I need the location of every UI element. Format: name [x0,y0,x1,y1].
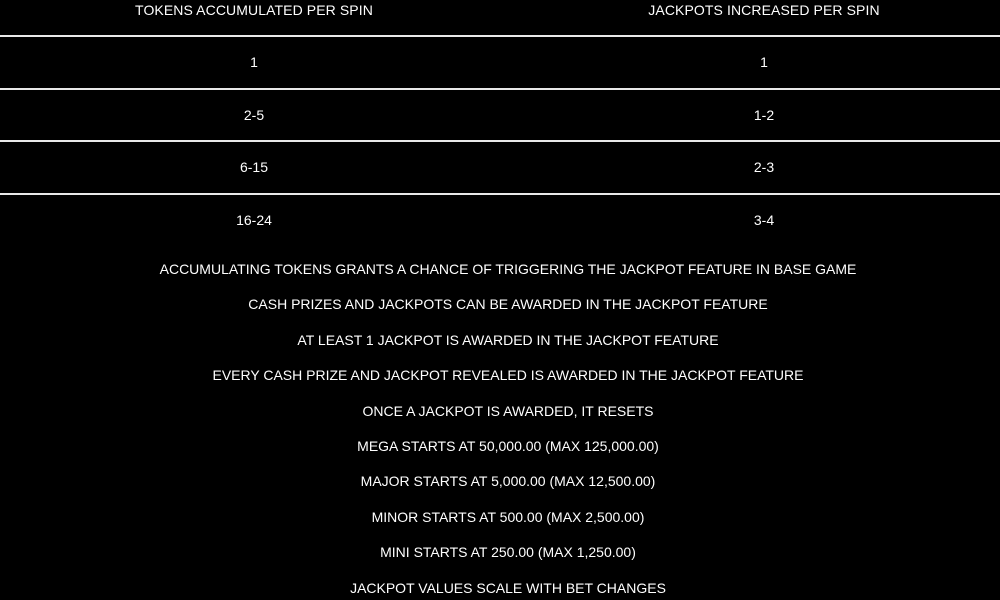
table-row [0,37,1000,87]
jackpots-cell: 1 [760,54,768,70]
rule-text: MINOR STARTS AT 500.00 (MAX 2,500.00) [371,508,645,525]
rule-text: CASH PRIZES AND JACKPOTS CAN BE AWARDED IN THE JACKPOT FEATURE [248,296,768,313]
rule-text: JACKPOT VALUES SCALE WITH BET CHANGES [350,579,666,596]
jackpots-cell: 1-2 [753,107,775,123]
rule-text: MINI STARTS AT 250.00 (MAX 1,250.00) [380,544,636,561]
tokens-cell: 1 [250,54,258,70]
rule-text: MAJOR STARTS AT 5,000.00 (MAX 12,500.00) [360,473,656,490]
table-row [0,195,1000,245]
table-row [0,90,1000,140]
rule-text: MEGA STARTS AT 50,000.00 (MAX 125,000.00) [357,437,659,454]
jackpots-cell: 3-4 [753,212,775,228]
table-header [0,0,1000,36]
header-jackpots-increased: JACKPOTS INCREASED PER SPIN [648,2,880,18]
rule-text: EVERY CASH PRIZE AND JACKPOT REVEALED IS AWARDED IN THE JACKPOT FEATURE [212,367,804,384]
rule-text: ACCUMULATING TOKENS GRANTS A CHANCE OF TRIGGERING THE JACKPOT FEATURE IN BASE GAME [159,261,857,277]
rule-text: AT LEAST 1 JACKPOT IS AWARDED IN THE JACKPOT FEATURE [297,331,719,348]
jackpots-cell: 2-3 [753,159,775,175]
tokens-cell: 2-5 [243,107,265,123]
table-row [0,142,1000,192]
tokens-cell: 16-24 [236,212,272,228]
header-tokens-accumulated: TOKENS ACCUMULATED PER SPIN [135,2,373,18]
rule-text: ONCE A JACKPOT IS AWARDED, IT RESETS [362,402,654,419]
jackpot-rules-list [0,252,1000,600]
tokens-cell: 6-15 [239,159,269,175]
